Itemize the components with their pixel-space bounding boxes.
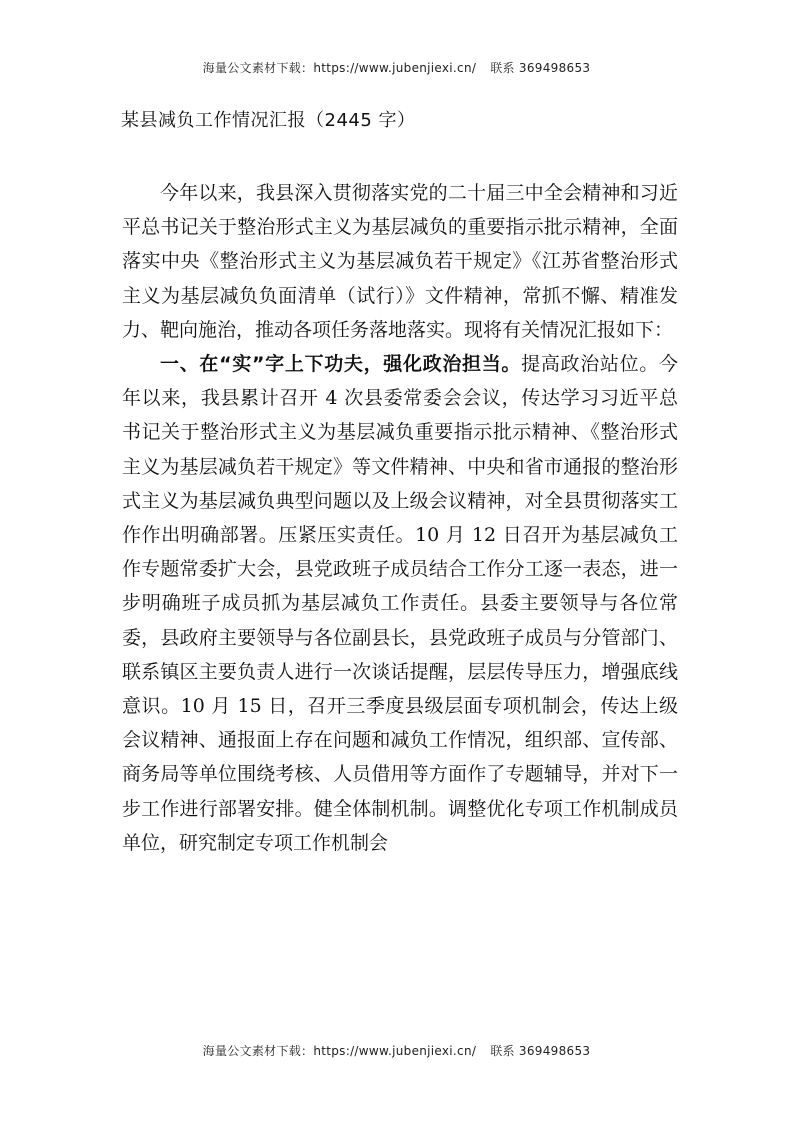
document-title: 某县减负工作情况汇报（2445 字）	[121, 110, 416, 131]
header-download-text: 海量公文素材下载：https://www.jubenjiexi.cn/	[202, 61, 477, 75]
document-body	[122, 176, 678, 860]
footer-download-text: 海量公文素材下载：https://www.jubenjiexi.cn/	[202, 1044, 477, 1058]
intro-paragraph	[122, 176, 678, 347]
page-header	[0, 59, 793, 76]
section-one-text: 提高政治站位。今年以来，我县累计召开 4 次县委常委会会议，传达学习习近平总书记关于整治形式主义为基层减负重要指示批示精神、《整治形式主义为基层减负若干规定》等文件精神、中央和省市通报的整治形式主义为基层减负典型问题以及上级会议精神，对全县贯彻落实工作作出明确部署。压紧压实责任。10 月 12 日召开为基层减负工作专题常委扩大会，县党政班子成员结合工作分工逐一表态，进一步明确班子成员抓为基层减负工作责任。县委主要领导与各位常委，县政府主要领导与各位副县长，县党政班子成员与分管部门、联系镇区主要负责人进行一次谈话提醒，层层传导压力，增强底线意识。10 月 15 日，召开三季度县级层面专项机制会，传达上级会议精神、通报面上存在问题和减负工作情况，组织部、宣传部、商务局等单位围绕考核、人员借用等方面作了专题辅导，并对下一步工作进行部署安排。健全体制机制。调整优化专项工作机制成员单位，研究制定专项工作机制会	[122, 353, 678, 854]
section-one-heading: 一、在“实”字上下功夫，强化政治担当。	[160, 353, 522, 376]
intro-paragraph-text: 今年以来，我县深入贯彻落实党的二十届三中全会精神和习近平总书记关于整治形式主义为基层减负的重要指示批示精神，全面落实中央《整治形式主义为基层减负若干规定》《江苏省整治形式主义为基层减负负面清单（试行）》文件精神，常抓不懈、精准发力、靶向施治，推动各项任务落地落实。现将有关情况汇报如下：	[122, 182, 678, 341]
page-footer	[0, 1042, 793, 1059]
footer-contact-text: 联系 369498653	[490, 1044, 591, 1058]
section-one-paragraph	[122, 347, 678, 860]
header-contact-text: 联系 369498653	[490, 61, 591, 75]
